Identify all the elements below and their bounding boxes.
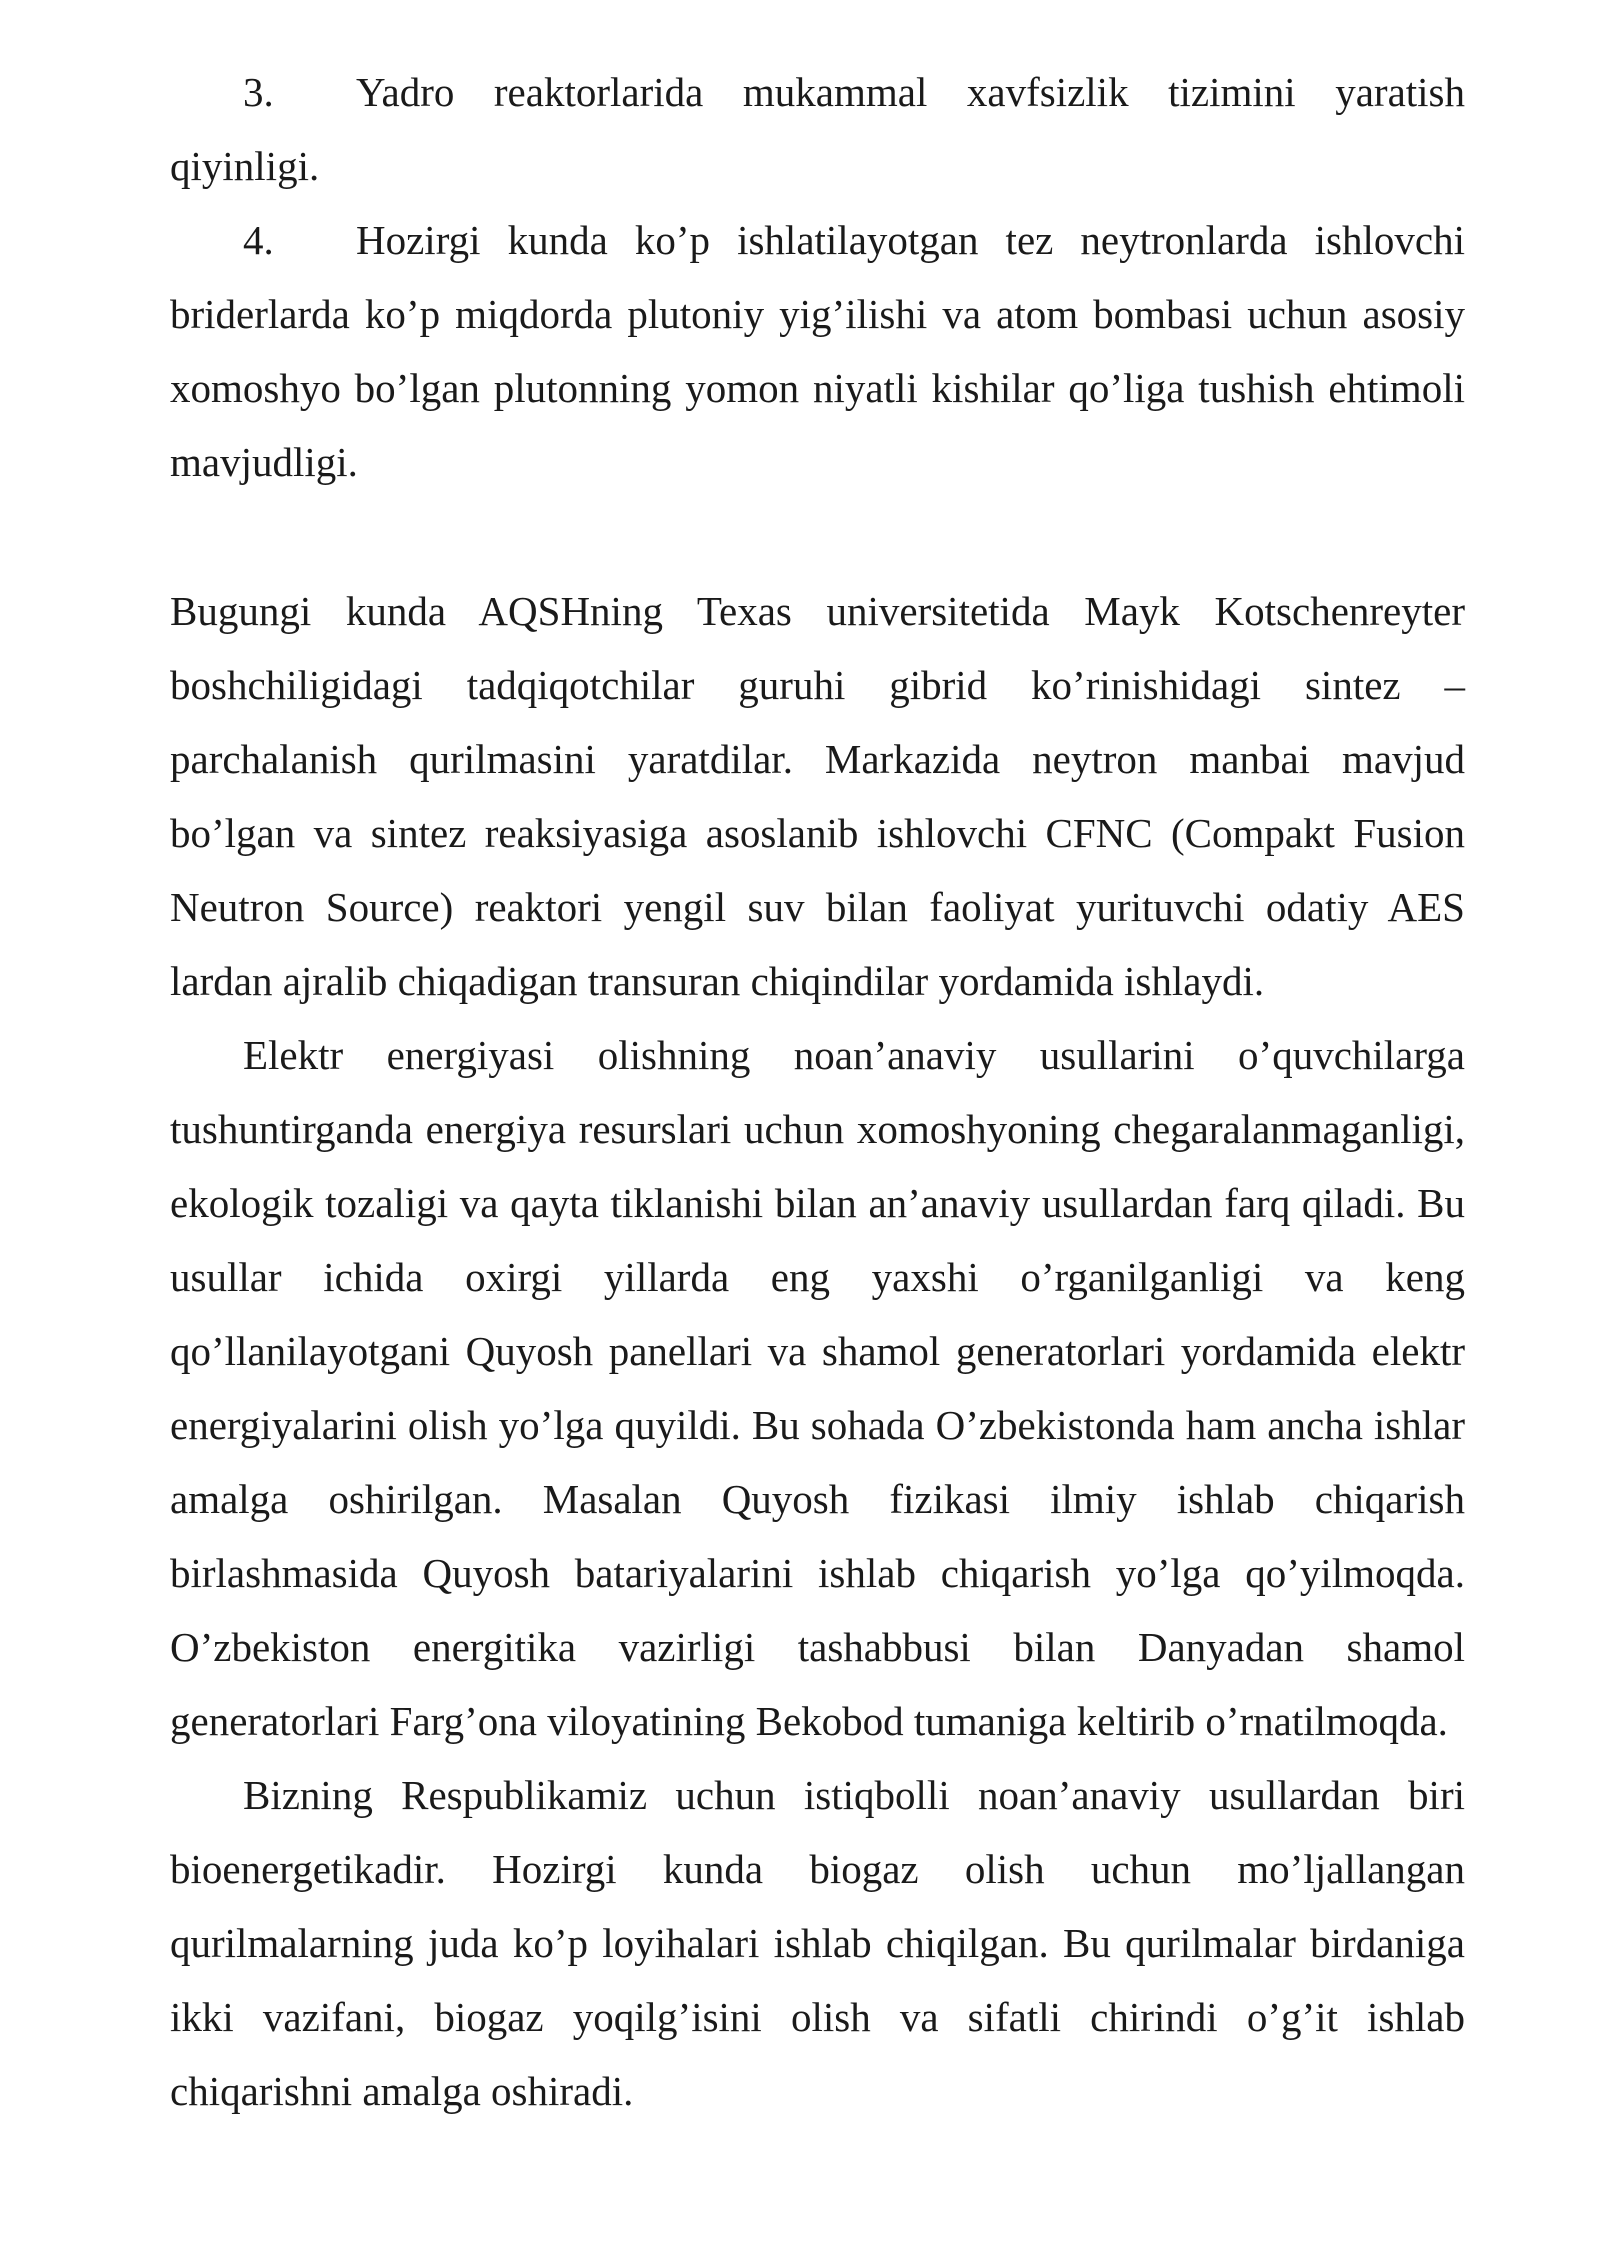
paragraph: Bizning Respublikamiz uchun istiqbolli noan’anaviy usullardan biri bioenergetikadir. Hozirgi kunda biogaz olish uchun mo’ljallangan qurilmalarning juda ko’p loyihalari ishlab chiqilgan. Bu qurilmalar birdaniga ikki vazifani, biogaz yoqilg’isini olish va sifatli chirindi o’g’it ishlab chiqarishni amalga oshiradi. [170,1772,1465,2114]
list-item [170,55,1465,203]
list-item-text: Yadro reaktorlarida mukammal xavfsizlik tizimini yaratish qiyinligi. [170,69,1465,189]
numbered-list [170,55,1465,499]
list-item-number: 3. [243,69,274,115]
list-item [170,203,1465,499]
paragraph: Bugungi kunda AQSHning Texas universitetida Mayk Kotschenreyter boshchiligidagi tadqiqotchilar guruhi gibrid ko’rinishidagi sintez – parchalanish qurilmasini yaratdilar. Markazida neytron manbai mavjud bo’lgan va sintez reaksiyasiga asoslanib ishlovchi CFNC (Compakt Fusion Neutron Source) reaktori yengil suv bilan faoliyat yurituvchi odatiy AES lardan ajralib chiqadigan transuran chiqindilar yordamida ishlaydi. [170,588,1465,1004]
body-text [170,574,1465,2128]
paragraph: Elektr energiyasi olishning noan’anaviy usullarini o’quvchilarga tushuntirganda energiya resurslari uchun xomoshyoning chegaralanmaganligi, ekologik tozaligi va qayta tiklanishi bilan an’anaviy usullardan farq qiladi. Bu usullar ichida oxirgi yillarda eng yaxshi o’rganilganligi va keng qo’llanilayotgani Quyosh panellari va shamol generatorlari yordamida elektr energiyalarini olish yo’lga quyildi. Bu sohada O’zbekistonda ham ancha ishlar amalga oshirilgan. Masalan Quyosh fizikasi ilmiy ishlab chiqarish birlashmasida Quyosh batariyalarini ishlab chiqarish yo’lga qo’yilmoqda. O’zbekiston energitika vazirligi tashabbusi bilan Danyadan shamol generatorlari Farg’ona viloyatining Bekobod tumaniga keltirib o’rnatilmoqda. [170,1032,1465,1744]
list-item-number: 4. [243,217,274,263]
list-item-text: Hozirgi kunda ko’p ishlatilayotgan tez neytronlarda ishlovchi briderlarda ko’p miqdorda plutoniy yig’ilishi va atom bombasi uchun asosiy xomoshyo bo’lgan plutonning yomon niyatli kishilar qo’liga tushish ehtimoli mavjudligi. [170,217,1465,485]
